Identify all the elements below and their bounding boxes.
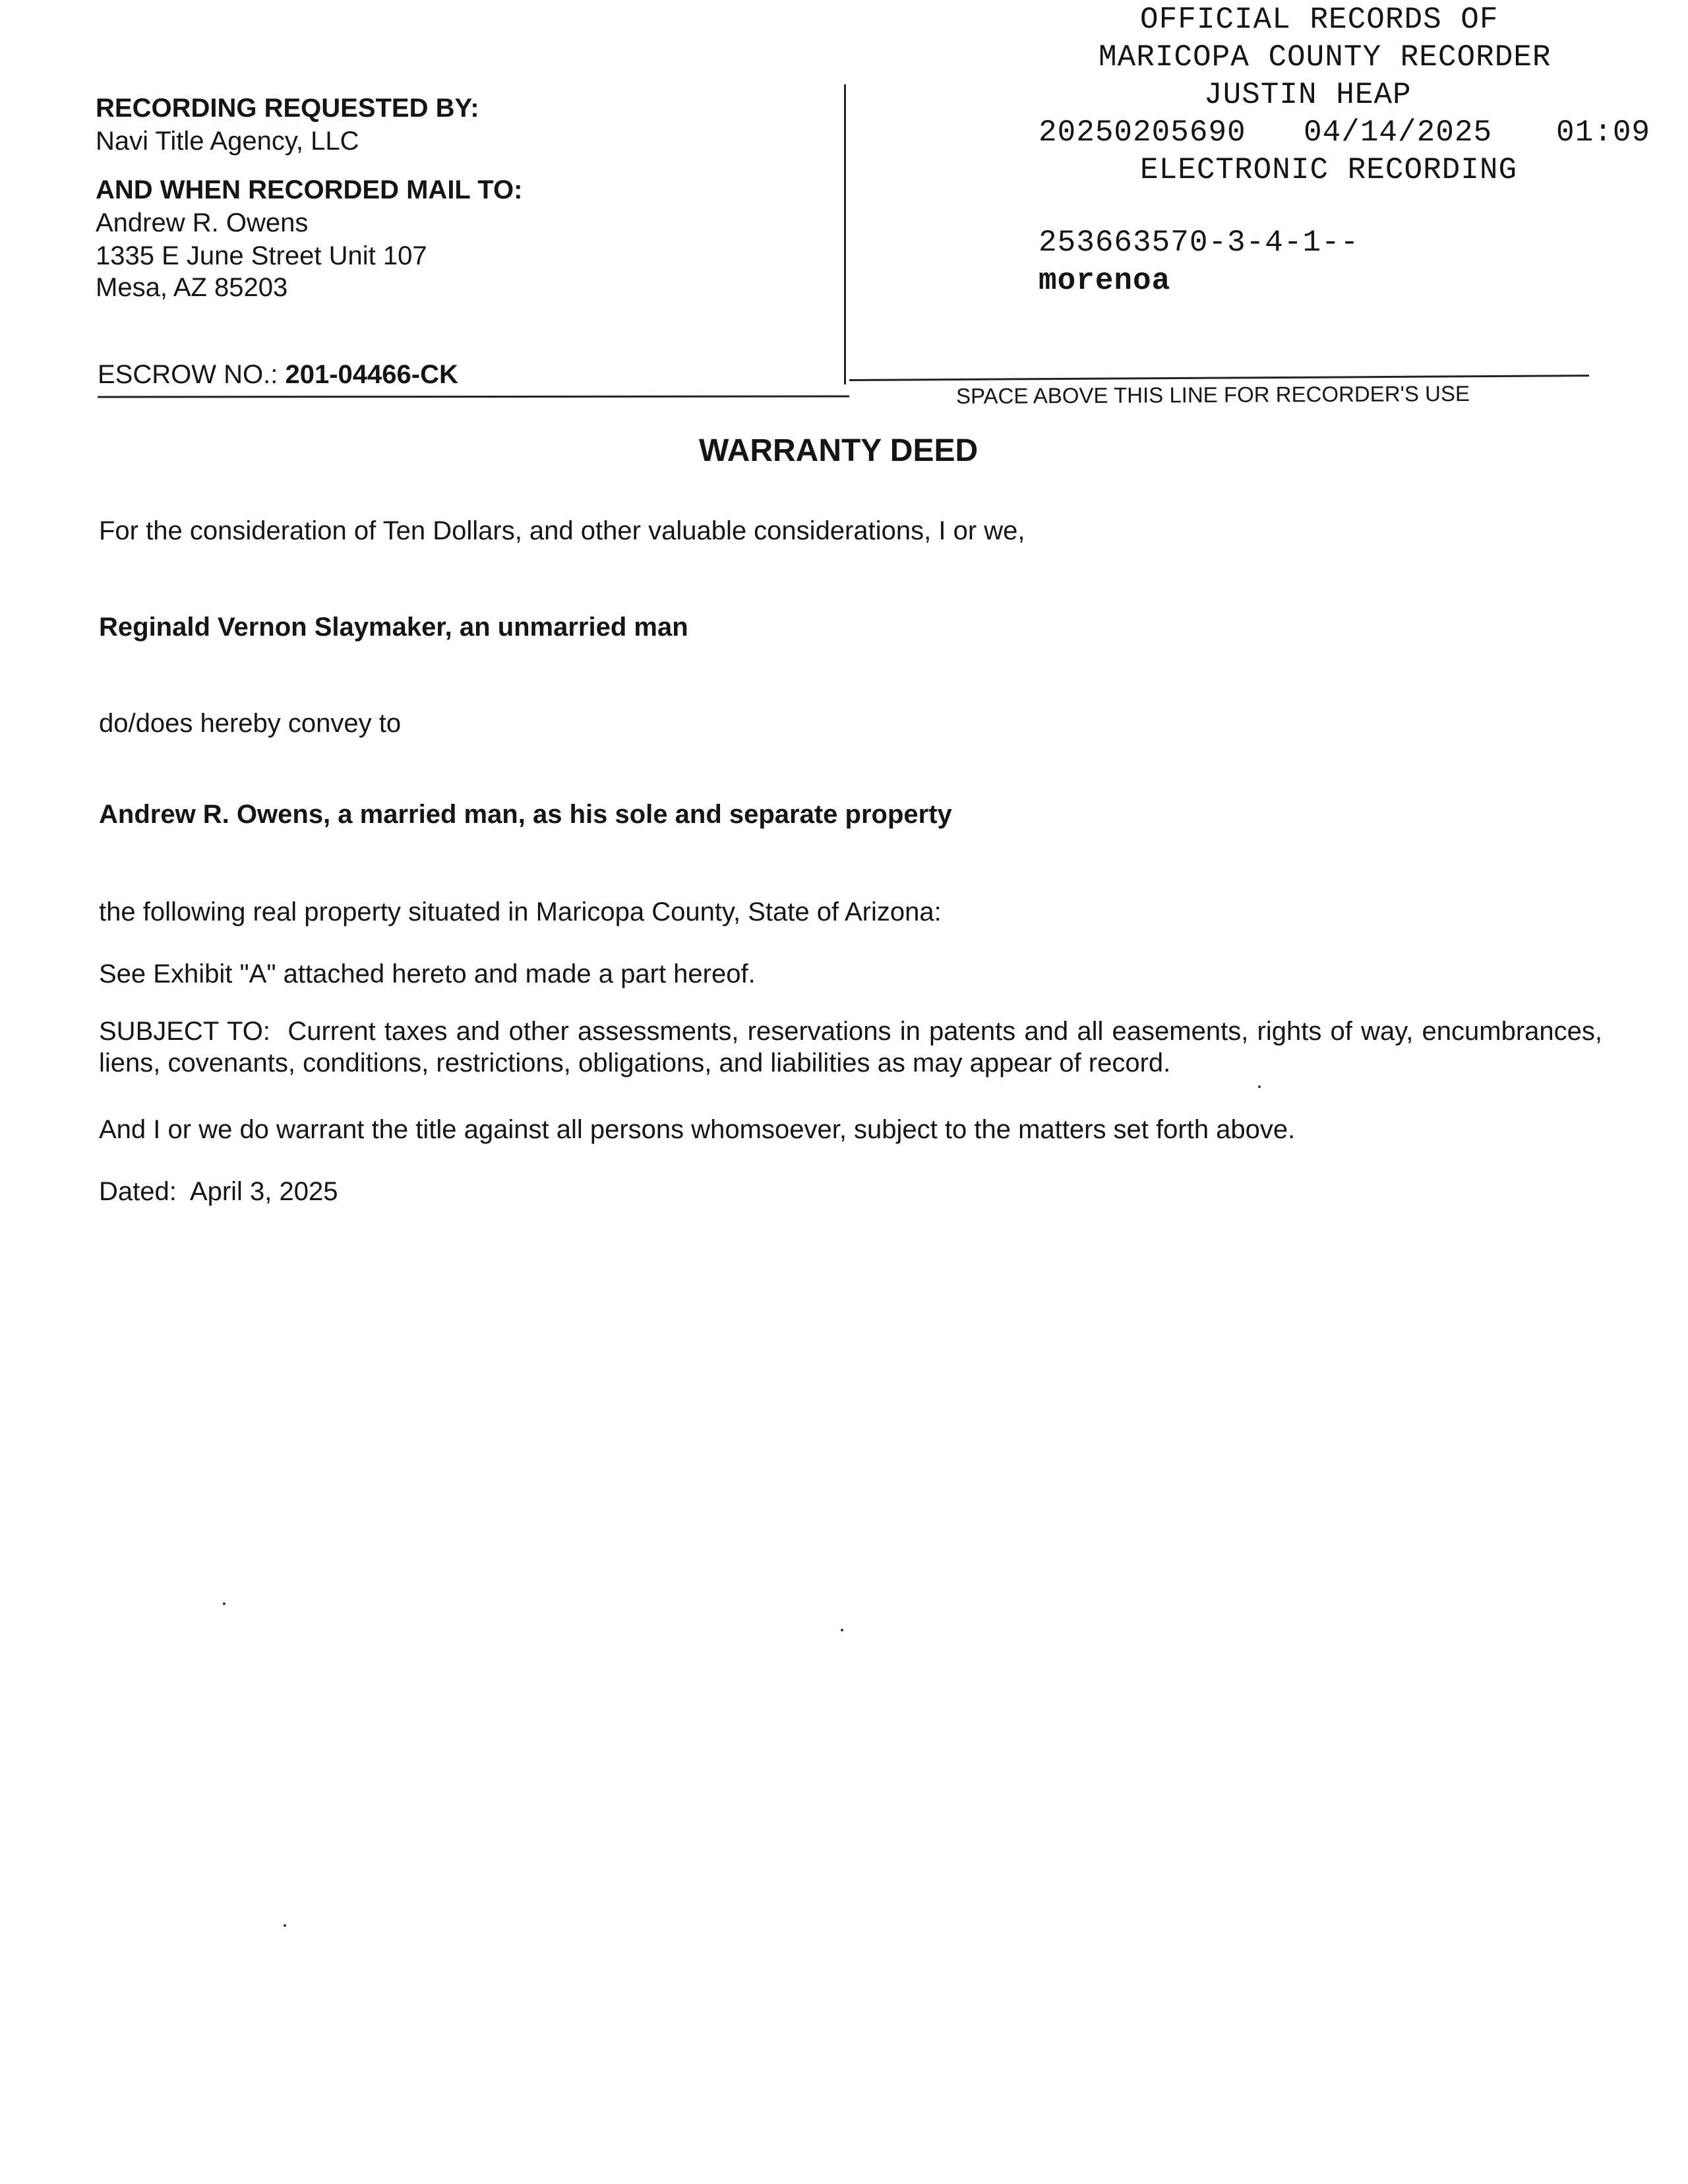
recorder-line-recorder-name: JUSTIN HEAP: [1204, 78, 1412, 112]
mail-to-name: Andrew R. Owens: [96, 208, 309, 237]
convey-text: do/does hereby convey to: [99, 709, 402, 738]
recorder-doc-number: 20250205690: [1039, 115, 1246, 150]
escrow-value: 201-04466-CK: [285, 360, 458, 389]
exhibit-reference: See Exhibit "A" attached hereto and made a part hereof.: [99, 959, 756, 988]
recorder-use-label: SPACE ABOVE THIS LINE FOR RECORDER'S USE: [955, 380, 1470, 409]
document-title: WARRANTY DEED: [699, 433, 979, 468]
dated-line: [99, 1175, 338, 1208]
recorder-time: 01:09: [1556, 115, 1651, 150]
recorder-batch-number: 253663570-3-4-1--: [1039, 226, 1360, 260]
recorder-line-electronic: ELECTRONIC RECORDING: [1140, 153, 1518, 187]
recorder-date: 04/14/2025: [1304, 115, 1493, 150]
consideration-paragraph: For the consideration of Ten Dollars, and other valuable considerations, I or we,: [99, 516, 1025, 545]
recording-requested-name: Navi Title Agency, LLC: [96, 127, 359, 156]
recorder-line-county: MARICOPA COUNTY RECORDER: [1099, 40, 1552, 75]
header-rule-right: [849, 375, 1589, 381]
scan-speck: [841, 1629, 843, 1631]
header-vertical-divider: [844, 84, 846, 384]
grantor-name: Reginald Vernon Slaymaker, an unmarried man: [99, 613, 688, 642]
subject-to-text: Current taxes and other assessments, reservations in patents and all easements, rights of way, encumbrances, liens, covenants, conditions, restrictions, obligations, and liabilities as may appear of record.: [99, 1017, 1603, 1077]
header-rule-left: [98, 396, 849, 398]
scan-speck: [284, 1924, 286, 1927]
property-location-text: the following real property situated in Maricopa County, State of Arizona:: [99, 897, 942, 926]
escrow-number: [98, 359, 458, 390]
escrow-label: ESCROW NO.:: [98, 360, 278, 389]
warranty-statement: And I or we do warrant the title against all persons whomsoever, subject to the matters set forth above.: [99, 1115, 1296, 1144]
mail-to-label: AND WHEN RECORDED MAIL TO:: [96, 175, 523, 204]
scan-speck: [1258, 1085, 1261, 1088]
dated-label: Dated:: [99, 1177, 177, 1206]
mail-to-street: 1335 E June Street Unit 107: [96, 241, 427, 270]
subject-to-label: SUBJECT TO:: [99, 1017, 270, 1046]
dated-value: April 3, 2025: [189, 1177, 338, 1206]
mail-to-city: Mesa, AZ 85203: [96, 273, 288, 302]
recorder-user: morenoa: [1039, 264, 1171, 298]
grantee-name: Andrew R. Owens, a married man, as his sole and separate property: [99, 800, 952, 829]
recording-requested-label: RECORDING REQUESTED BY:: [96, 94, 479, 123]
subject-to-paragraph: [99, 1016, 1602, 1079]
scan-speck: [223, 1602, 226, 1605]
recorder-line-official-records: OFFICIAL RECORDS OF: [1140, 3, 1499, 37]
